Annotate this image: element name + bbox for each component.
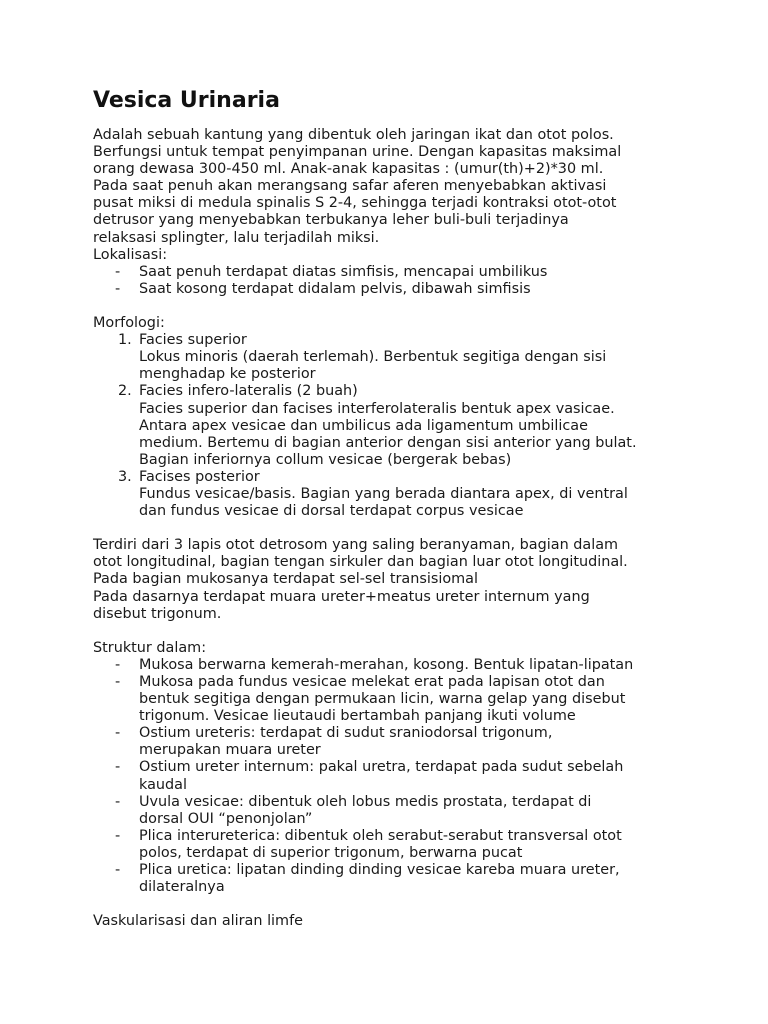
text-line: trigonum. Vesicae lieutaudi bertambah panjang ikuti volume xyxy=(139,708,576,725)
list-item xyxy=(93,657,733,674)
spacer xyxy=(93,298,733,315)
list-item-text: Ostium ureteris: terdapat di sudut sraniodorsal trigonum, xyxy=(139,725,553,742)
bullet-dash: - xyxy=(115,862,121,879)
item-number: 1. xyxy=(118,332,132,349)
section-heading: Lokalisasi: xyxy=(93,246,168,263)
numbered-item-title xyxy=(93,469,733,486)
text-line: dilateralnya xyxy=(139,879,225,896)
bullet-dash: - xyxy=(115,759,121,776)
text-line: dorsal OUI “penonjolan” xyxy=(139,810,313,827)
bullet-dash: - xyxy=(115,280,121,297)
list-item-line xyxy=(93,828,733,845)
section-heading: Morfologi: xyxy=(93,315,165,332)
item-title-text: Facies superior xyxy=(139,332,247,349)
list-item-text: Mukosa pada fundus vesicae melekat erat pada lapisan otot dan xyxy=(139,674,605,690)
list-item-text: Plica interureterica: dibentuk oleh serabut-serabut transversal otot xyxy=(139,827,622,844)
numbered-item xyxy=(93,383,733,468)
bullet-dash: - xyxy=(115,827,121,844)
numbered-item-title xyxy=(93,383,733,400)
text-line: orang dewasa 300-450 ml. Anak-anak kapasitas : (umur(th)+2)*30 ml. xyxy=(93,161,604,178)
text-line: Terdiri dari 3 lapis otot detrosom yang saling beranyaman, bagian dalam xyxy=(93,537,619,554)
list-item-line xyxy=(93,794,733,811)
text-line: menghadap ke posterior xyxy=(139,366,316,383)
numbered-item xyxy=(93,332,733,383)
list-item-text: Plica uretica: lipatan dinding dinding vesicae kareba muara ureter, xyxy=(139,862,620,879)
list-item-line xyxy=(93,725,733,742)
intro-paragraph xyxy=(93,127,733,247)
list-item xyxy=(93,264,733,281)
list-item-line xyxy=(93,657,733,674)
text-line: Facies superior dan facises interferolateralis bentuk apex vasicae. xyxy=(139,400,615,417)
text-line: Bagian inferiornya collum vesicae (bergerak bebas) xyxy=(139,451,512,468)
item-title-text: Facises posterior xyxy=(139,468,260,485)
text-line: detrusor yang menyebabkan terbukanya leher buli-buli terjadinya xyxy=(93,212,569,229)
text-line: Pada dasarnya terdapat muara ureter+meatus ureter internum yang xyxy=(93,588,590,605)
list-item-line xyxy=(93,759,733,776)
text-line: Lokus minoris (daerah terlemah). Berbentuk segitiga dengan sisi xyxy=(139,349,607,366)
list-item xyxy=(93,862,733,896)
text-line: Adalah sebuah kantung yang dibentuk oleh jaringan ikat dan otot polos. xyxy=(93,127,614,143)
numbered-item xyxy=(93,469,733,520)
text-line: Antara apex vesicae dan umbilicus ada ligamentum umbilicae xyxy=(139,417,588,434)
page-title: Vesica Urinaria xyxy=(93,88,280,113)
bullet-dash: - xyxy=(115,725,121,742)
list-item-text: Saat kosong terdapat didalam pelvis, dibawah simfisis xyxy=(139,280,531,297)
text-line: dan fundus vesicae di dorsal terdapat corpus vesicae xyxy=(139,503,524,520)
list-item-text: Ostium ureter internum: pakal uretra, terdapat pada sudut sebelah xyxy=(139,759,624,776)
text-line: bentuk segitiga dengan permukaan licin, warna gelap yang disebut xyxy=(139,691,626,708)
list-item xyxy=(93,281,733,298)
list-item xyxy=(93,674,733,725)
bullet-dash: - xyxy=(115,656,121,673)
lokalisasi-section xyxy=(93,247,733,298)
list-item xyxy=(93,759,733,793)
list-item-line xyxy=(93,674,733,691)
bullet-dash: - xyxy=(115,793,121,810)
list-item xyxy=(93,725,733,759)
text-line: medium. Bertemu di bagian anterior dengan sisi anterior yang bulat. xyxy=(139,434,637,451)
text-line: kaudal xyxy=(139,776,187,793)
spacer xyxy=(93,520,733,537)
bullet-dash: - xyxy=(115,263,121,280)
text-line: disebut trigonum. xyxy=(93,605,222,622)
document-body xyxy=(93,127,733,930)
spacer xyxy=(93,623,733,640)
text-line: polos, terdapat di superior trigonum, berwarna pucat xyxy=(139,844,523,861)
spacer xyxy=(93,896,733,913)
section-heading: Struktur dalam: xyxy=(93,639,207,656)
text-line: Pada bagian mukosanya terdapat sel-sel transisiomal xyxy=(93,571,478,588)
list-item-line xyxy=(93,862,733,879)
text-line: merupakan muara ureter xyxy=(139,742,321,759)
list-item-text: Mukosa berwarna kemerah-merahan, kosong. Bentuk lipatan-lipatan xyxy=(139,656,634,673)
list-item xyxy=(93,828,733,862)
text-line: otot longitudinal, bagian tengan sirkuler dan bagian luar otot longitudinal. xyxy=(93,554,628,571)
numbered-item-title xyxy=(93,332,733,349)
item-number: 2. xyxy=(118,383,132,400)
bullet-dash: - xyxy=(115,674,121,690)
text-line: Pada saat penuh akan merangsang safar aferen menyebabkan aktivasi xyxy=(93,178,607,195)
text-line: pusat miksi di medula spinalis S 2-4, sehingga terjadi kontraksi otot-otot xyxy=(93,195,617,212)
list-item-text: Uvula vesicae: dibentuk oleh lobus medis prostata, terdapat di xyxy=(139,793,592,810)
text-line: Berfungsi untuk tempat penyimpanan urine. Dengan kapasitas maksimal xyxy=(93,144,622,161)
text-line: Fundus vesicae/basis. Bagian yang berada diantara apex, di ventral xyxy=(139,485,628,502)
struktur-section xyxy=(93,640,733,896)
morfologi-section xyxy=(93,315,733,520)
item-title-text: Facies infero-lateralis (2 buah) xyxy=(139,383,358,400)
item-number: 3. xyxy=(118,468,132,485)
section-heading-vaskularisasi: Vaskularisasi dan aliran limfe xyxy=(93,913,303,930)
list-item xyxy=(93,794,733,828)
lapisan-paragraph xyxy=(93,537,733,622)
text-line: relaksasi splingter, lalu terjadilah miksi. xyxy=(93,229,380,246)
list-item-text: Saat penuh terdapat diatas simfisis, mencapai umbilikus xyxy=(139,263,548,280)
